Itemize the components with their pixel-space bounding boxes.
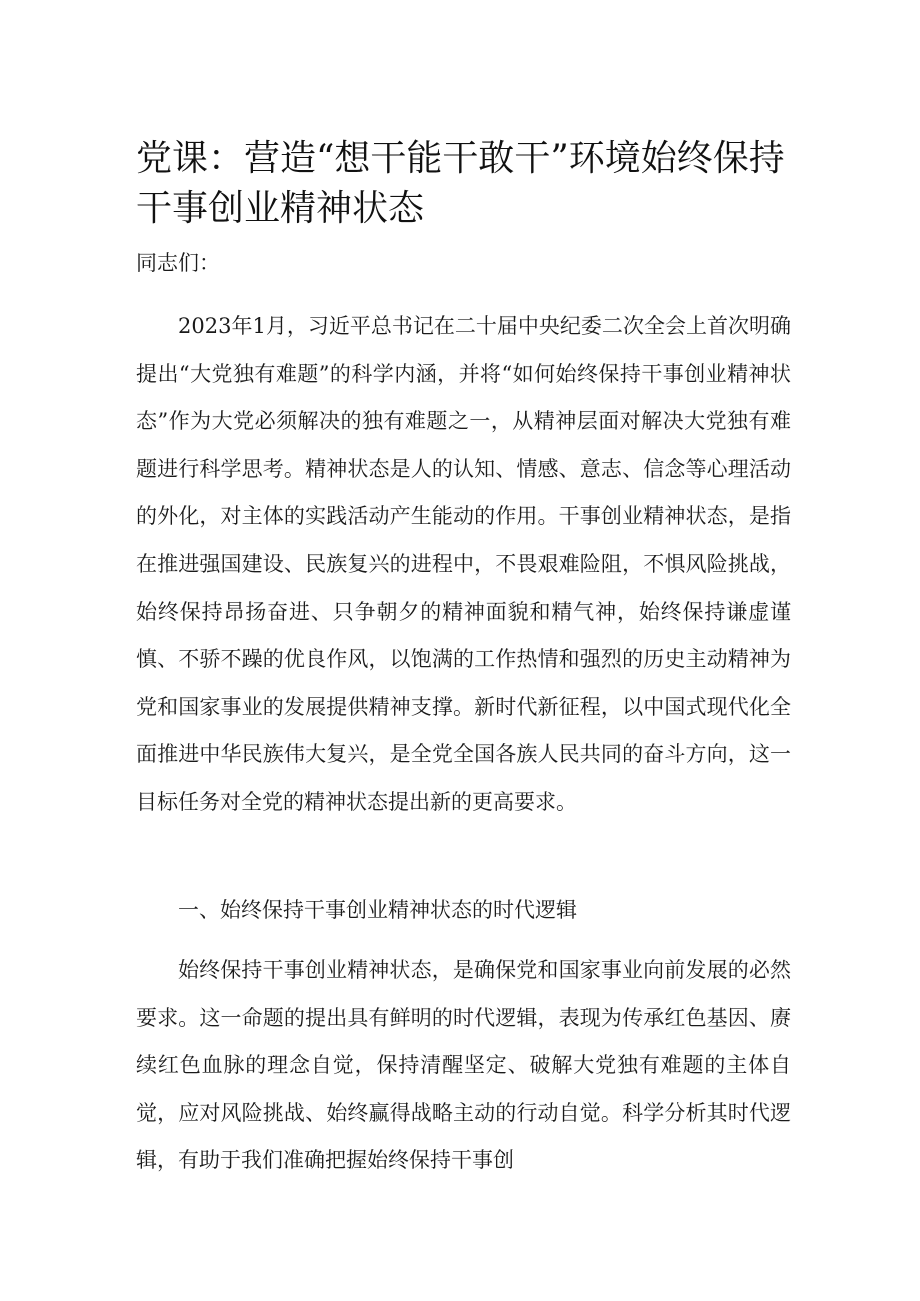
body-paragraph-1: 2023年1月，习近平总书记在二十届中央纪委二次全会上首次明确提出“大党独有难题”的科学内涵，并将“如何始终保持干事创业精神状态”作为大党必须解决的独有难题之一，从精神层面对解决大党独有难题进行科学思考。精神状态是人的认知、情感、意志、信念等心理活动的外化，对主体的实践活动产生能动的作用。干事创业精神状态，是指在推进强国建设、民族复兴的进程中，不畏艰难险阻，不惧风险挑战，始终保持昂扬奋进、只争朝夕的精神面貌和精气神，始终保持谦虚谨慎、不骄不躁的优良作风，以饱满的工作热情和强烈的历史主动精神为党和国家事业的发展提供精神支撑。新时代新征程，以中国式现代化全面推进中华民族伟大复兴，是全党全国各族人民共同的奋斗方向，这一目标任务对全党的精神状态提出新的更高要求。 xyxy=(136,314,791,814)
document-title: 党课：营造“想干能干敢干”环境始终保持干事创业精神状态 xyxy=(136,138,785,229)
section-heading-1: 一、始终保持干事创业精神状态的时代逻辑 xyxy=(178,898,577,922)
salutation: 同志们： xyxy=(136,251,220,275)
body-paragraph-2: 始终保持干事创业精神状态，是确保党和国家事业向前发展的必然要求。这一命题的提出具有鲜明的时代逻辑，表现为传承红色基因、赓续红色血脉的理念自觉，保持清醒坚定、破解大党独有难题的主体自觉，应对风险挑战、始终赢得战略主动的行动自觉。科学分析其时代逻辑，有助于我们准确把握始终保持干事创 xyxy=(136,958,791,1173)
